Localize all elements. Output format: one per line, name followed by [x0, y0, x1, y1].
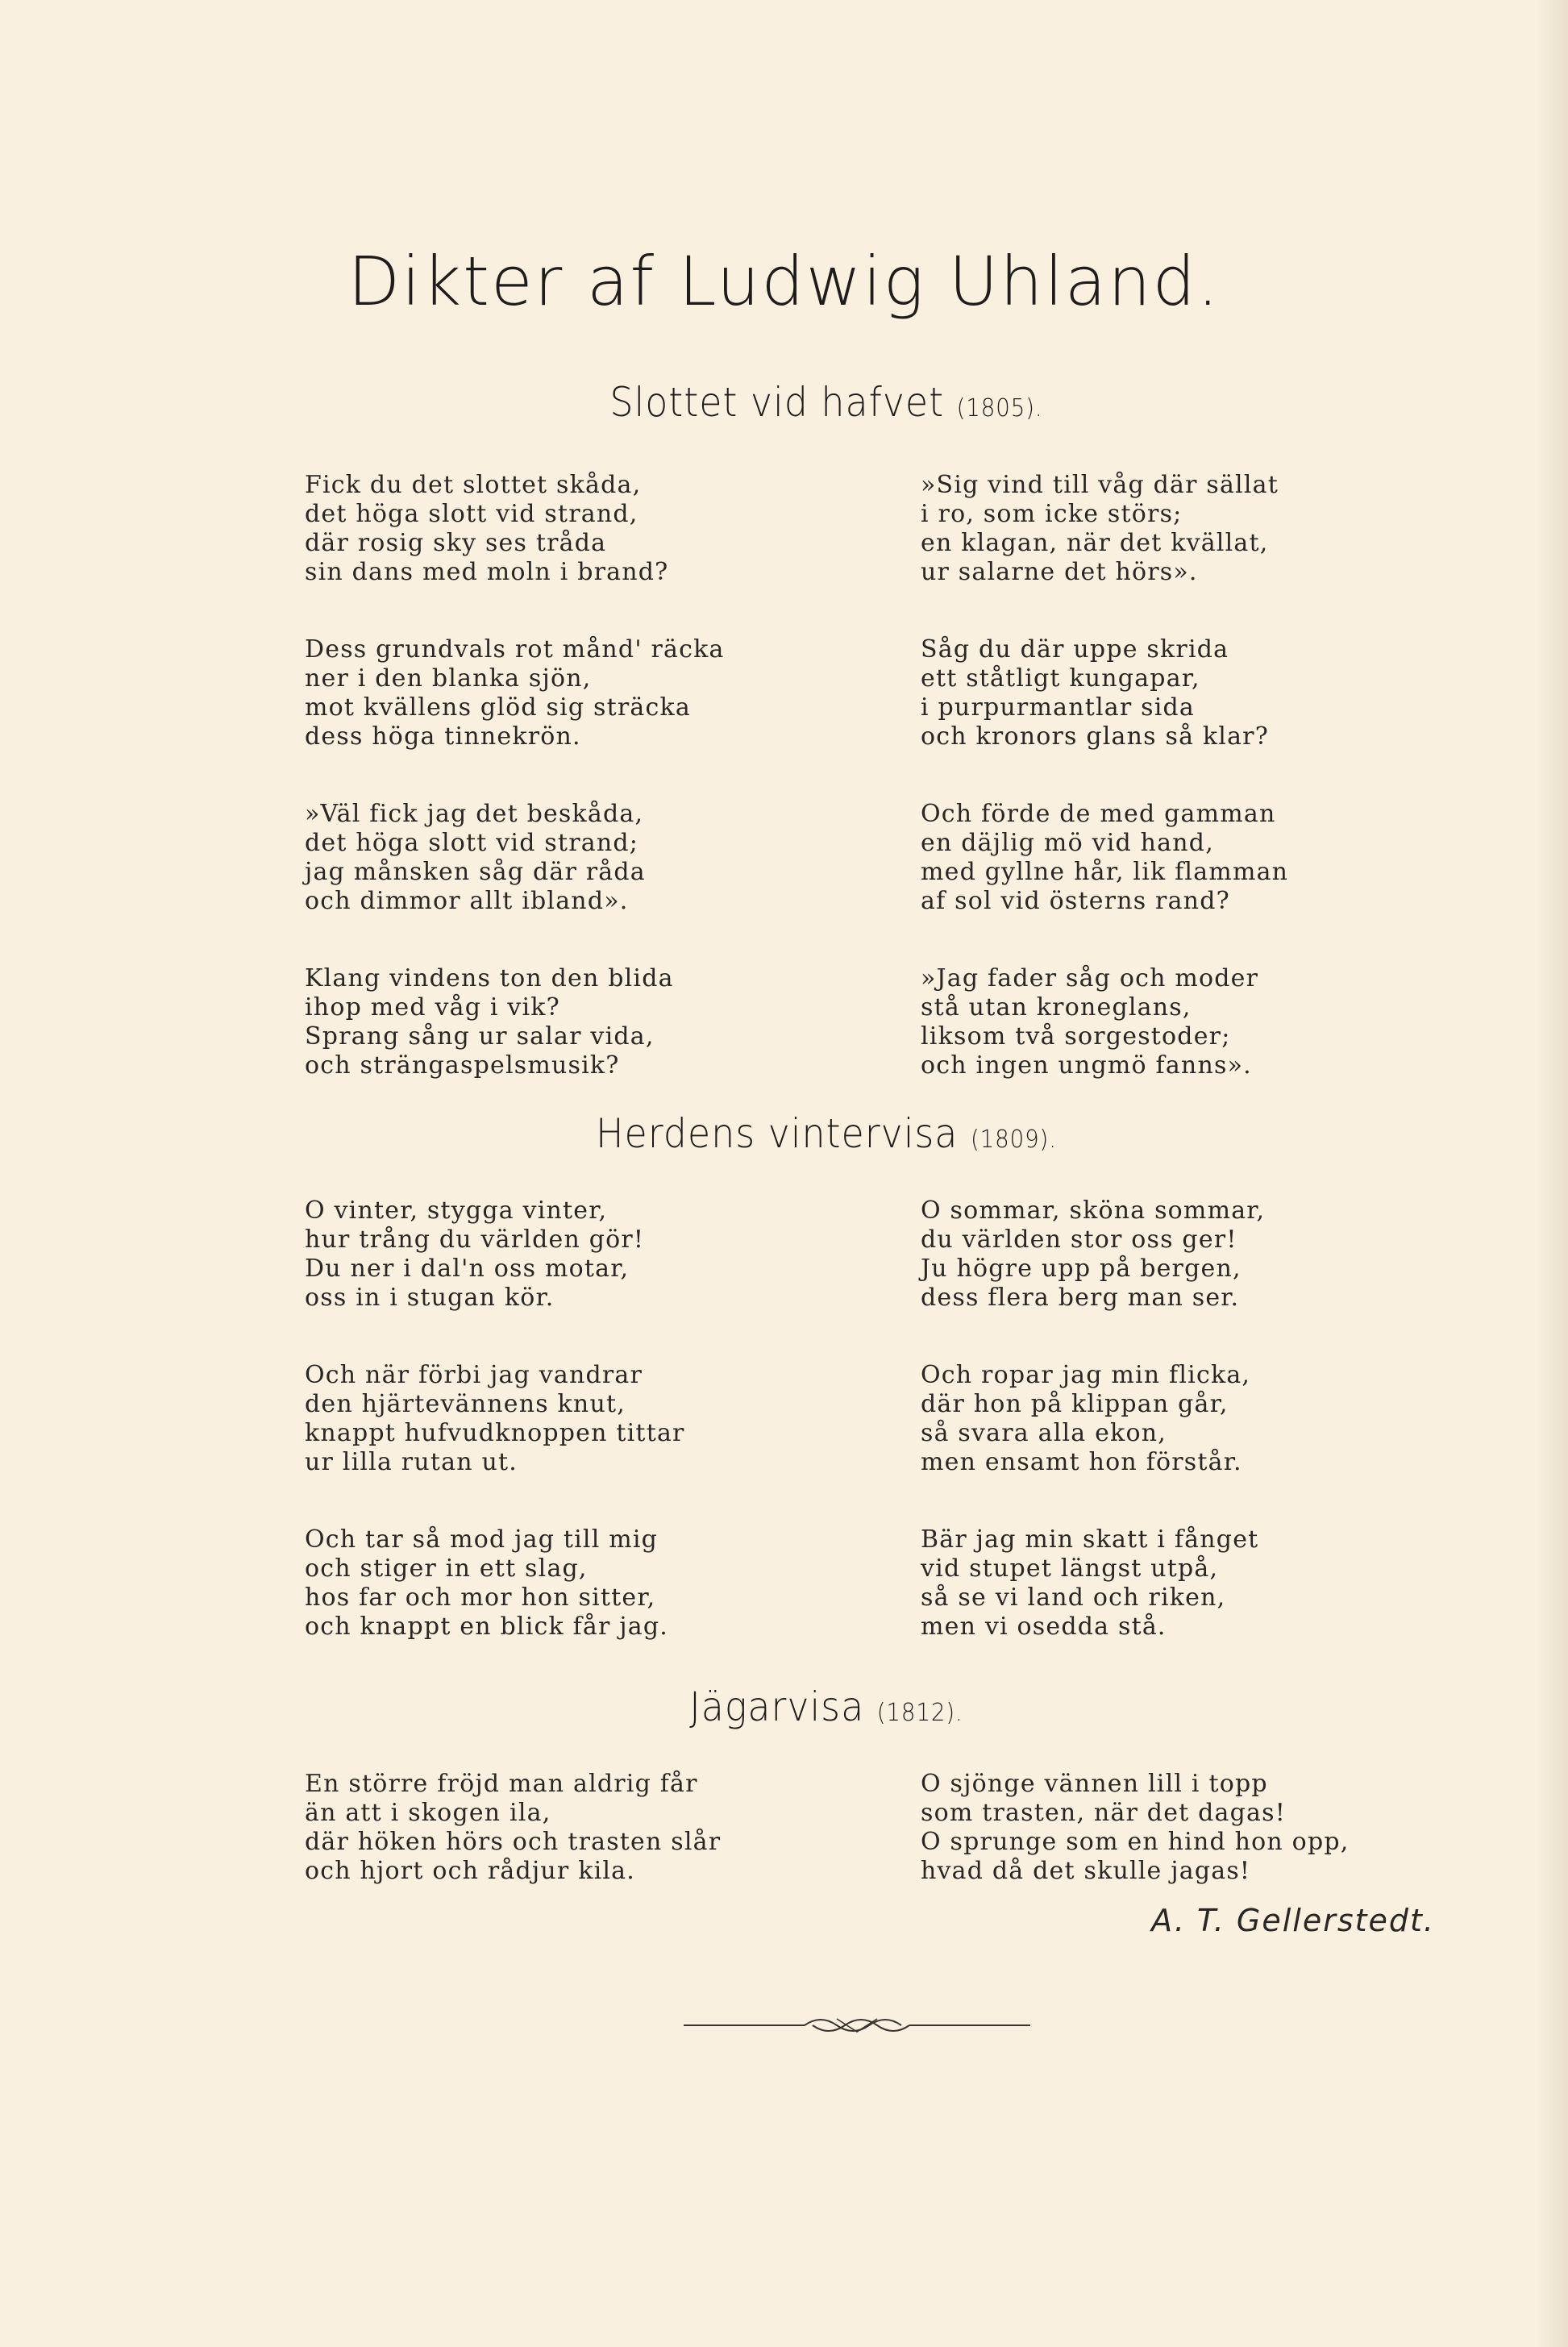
poem-line: Ju högre upp på bergen, [921, 1255, 1242, 1283]
section-title-herdens [66, 1110, 1568, 1157]
poem-line: »Sig vind till våg där sällat [921, 471, 1279, 499]
poem-line: en däjlig mö vid hand, [921, 829, 1214, 857]
poem-line: men vi osedda stå. [921, 1613, 1167, 1641]
poem-line: hos far och mor hon sitter, [305, 1583, 656, 1612]
poem-line: ur lilla rutan ut. [305, 1448, 518, 1476]
poem-line: ett ståtligt kungapar, [921, 664, 1200, 693]
poem-line: Bär jag min skatt i fånget [921, 1525, 1259, 1554]
poem-line: Såg du där uppe skrida [921, 635, 1229, 664]
poem-line: och strängaspelsmusik? [305, 1051, 620, 1080]
poem-line: och ingen ungmö fanns». [921, 1051, 1252, 1080]
poem-line: liksom två sorgestoder; [921, 1022, 1231, 1051]
poem-line: där rosig sky ses tråda [305, 529, 607, 557]
poem-line: vid stupet längst utpå, [921, 1554, 1219, 1583]
section-title-jagarvisa [66, 1683, 1568, 1730]
poem-line: »Väl fick jag det beskåda, [305, 800, 644, 828]
poem-line: det höga slott vid strand; [305, 829, 639, 857]
stanza [921, 471, 1437, 587]
section-title-text: Herdens vintervisa [596, 1110, 959, 1157]
poem-line: hvad då det skulle jagas! [921, 1857, 1251, 1885]
poem-line: en klagan, när det kvällat, [921, 529, 1269, 557]
stanza [921, 964, 1437, 1080]
poem-line: som trasten, när det dagas! [921, 1799, 1286, 1827]
poem-line: ur salarne det hörs». [921, 558, 1198, 586]
poem-column-left [305, 471, 821, 1129]
stanza [305, 1770, 821, 1886]
poem-line: jag månsken såg där råda [305, 858, 646, 886]
poem-line: af sol vid österns rand? [921, 887, 1230, 915]
poem-line: En större fröjd man aldrig får [305, 1770, 698, 1798]
poem-line: O sjönge vännen lill i topp [921, 1770, 1268, 1798]
section-year: (1812). [876, 1699, 963, 1727]
section-year: (1805). [956, 394, 1043, 422]
stanza [305, 1361, 821, 1477]
poem-line: så se vi land och riken, [921, 1583, 1226, 1612]
poem-line: Klang vindens ton den blida [305, 964, 674, 992]
stanza [921, 800, 1437, 916]
poem-line: »Jag fader såg och moder [921, 964, 1259, 992]
poem-line: knappt hufvudknoppen tittar [305, 1419, 685, 1447]
page-title: Dikter af Ludwig Uhland. [347, 242, 1221, 321]
poem-line: dess flera berg man ser. [921, 1284, 1240, 1312]
poem-line: oss in i stugan kör. [305, 1284, 555, 1312]
poem-line: hur trång du världen gör! [305, 1226, 645, 1254]
section-title-text: Jägarvisa [689, 1683, 865, 1730]
poem-column-left [305, 1196, 821, 1690]
poem-line: Du ner i dal'n oss motar, [305, 1255, 630, 1283]
stanza [305, 800, 821, 916]
poem-line: med gyllne hår, lik flamman [921, 858, 1289, 886]
poem-line: och hjort och rådjur kila. [305, 1857, 635, 1885]
poem-column-right [921, 471, 1437, 1129]
poem-line: men ensamt hon förstår. [921, 1448, 1242, 1476]
poem-line: stå utan kroneglans, [921, 993, 1192, 1022]
page-edge-shadow [1536, 0, 1568, 2347]
poem-line: där hon på klippan går, [921, 1390, 1229, 1418]
poem-line: Sprang sång ur salar vida, [305, 1022, 655, 1051]
poem-line: Dess grundvals rot månd' räcka [305, 635, 725, 664]
poem-line: Och när förbi jag vandrar [305, 1361, 643, 1389]
stanza [921, 1770, 1437, 1886]
stanza [921, 635, 1437, 751]
stanza [305, 1525, 821, 1642]
stanza [921, 1525, 1437, 1642]
poem-line: du världen stor oss ger! [921, 1226, 1237, 1254]
section-title-text: Slottet vid hafvet [609, 379, 945, 426]
stanza [921, 1361, 1437, 1477]
poem-line: Och tar så mod jag till mig [305, 1525, 659, 1554]
poem-line: dess höga tinnekrön. [305, 722, 581, 751]
poem-line: det höga slott vid strand, [305, 500, 638, 528]
poem-line: ner i den blanka sjön, [305, 664, 592, 693]
section-title-slottet [66, 379, 1568, 426]
ornament-divider-icon [684, 2009, 1030, 2041]
poem-line: där höken hörs och trasten slår [305, 1828, 722, 1856]
poem-line: och stiger in ett slag, [305, 1554, 588, 1583]
poem-line: ihop med våg i vik? [305, 993, 560, 1022]
poem-line: O vinter, stygga vinter, [305, 1196, 608, 1225]
poem-line: och kronors glans så klar? [921, 722, 1269, 751]
poem-line: i ro, som icke störs; [921, 500, 1183, 528]
section-year: (1809). [970, 1126, 1057, 1154]
stanza [921, 1196, 1437, 1313]
stanza [305, 635, 821, 751]
poem-line: Fick du det slottet skåda, [305, 471, 642, 499]
poem-line: och knappt en blick får jag. [305, 1613, 669, 1641]
poem-line: sin dans med moln i brand? [305, 558, 669, 586]
poem-line: än att i skogen ila, [305, 1799, 551, 1827]
poem-line: mot kvällens glöd sig sträcka [305, 693, 691, 722]
author-signature: A. T. Gellerstedt. [1151, 1903, 1435, 1938]
poem-column-left [305, 1770, 821, 1934]
poem-line: O sommar, sköna sommar, [921, 1196, 1266, 1225]
poem-line: O sprunge som en hind hon opp, [921, 1828, 1350, 1856]
stanza [305, 964, 821, 1080]
poem-line: och dimmor allt ibland». [305, 887, 629, 915]
stanza [305, 1196, 821, 1313]
stanza [305, 471, 821, 587]
poem-column-right [921, 1196, 1437, 1690]
poem-line: den hjärtevännens knut, [305, 1390, 626, 1418]
poem-line: Och förde de med gamman [921, 800, 1276, 828]
poem-line: Och ropar jag min flicka, [921, 1361, 1251, 1389]
poem-line: så svara alla ekon, [921, 1419, 1167, 1447]
poem-line: i purpurmantlar sida [921, 693, 1196, 722]
